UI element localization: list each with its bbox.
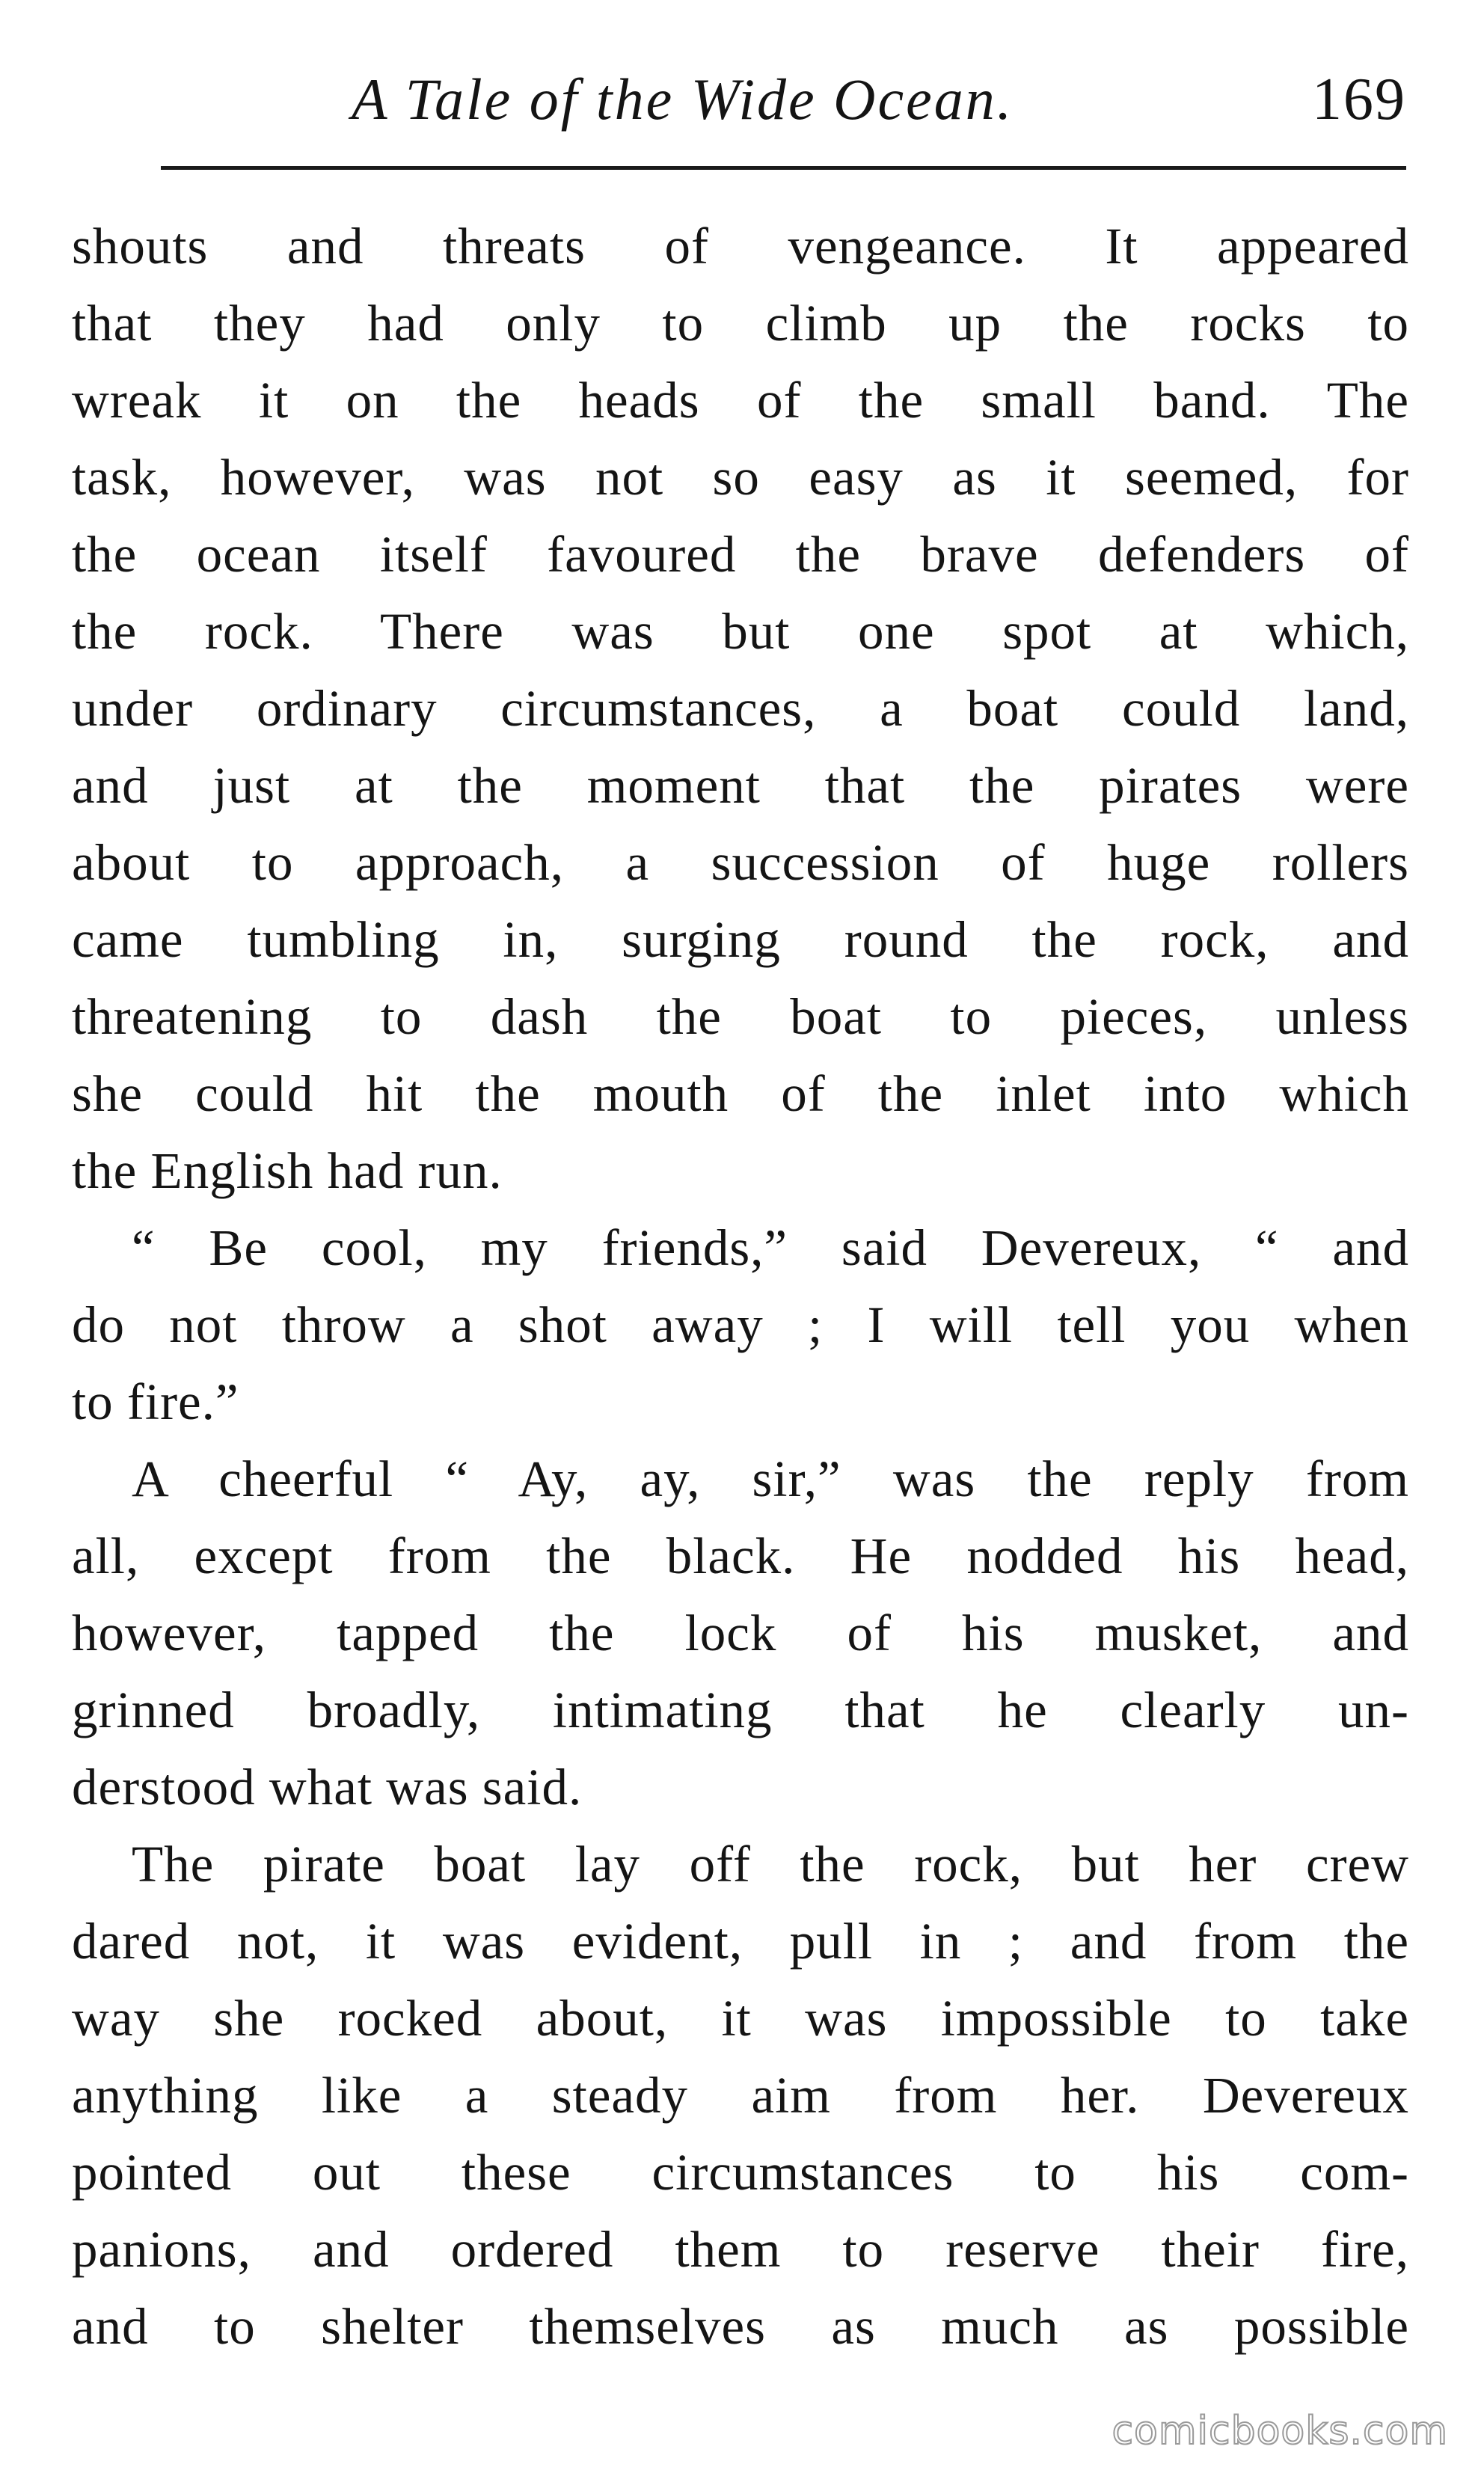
- text-line: that they had only to climb up the rocks to: [72, 295, 1409, 352]
- text-line: however, tapped the lock of his musket, and: [72, 1605, 1409, 1661]
- text-line: the ocean itself favoured the brave defenders of: [72, 526, 1409, 583]
- text-line: The pirate boat lay off the rock, but her crew: [132, 1836, 1409, 1893]
- body-text: [72, 208, 1409, 2365]
- text-line: the English had run.: [72, 1142, 503, 1199]
- text-line: under ordinary circumstances, a boat could land,: [72, 680, 1409, 737]
- text-line: she could hit the mouth of the inlet into which: [72, 1065, 1409, 1122]
- text-line: do not throw a shot away ; I will tell you when: [72, 1296, 1409, 1353]
- text-line: A cheerful “ Ay, ay, sir,” was the reply from: [132, 1450, 1409, 1507]
- text-line: pointed out these circumstances to his com-: [72, 2144, 1409, 2201]
- page-number: 169: [1312, 67, 1406, 132]
- watermark: comicbooks.com: [1112, 2409, 1448, 2454]
- text-line: the rock. There was but one spot at which,: [72, 603, 1409, 660]
- running-title: A Tale of the Wide Ocean.: [352, 67, 1014, 132]
- text-line: wreak it on the heads of the small band. The: [72, 372, 1409, 429]
- running-head: [157, 66, 1406, 148]
- text-line: way she rocked about, it was impossible to take: [72, 1990, 1409, 2047]
- text-line: dared not, it was evident, pull in ; and from the: [72, 1913, 1409, 1970]
- text-line: panions, and ordered them to reserve their fire,: [72, 2221, 1409, 2278]
- text-line: came tumbling in, surging round the rock, and: [72, 911, 1409, 968]
- text-line: “ Be cool, my friends,” said Devereux, “ and: [132, 1219, 1409, 1276]
- text-line: to fire.”: [72, 1373, 239, 1430]
- text-line: shouts and threats of vengeance. It appeared: [72, 218, 1409, 275]
- text-line: task, however, was not so easy as it seemed, for: [72, 449, 1409, 506]
- text-line: and to shelter themselves as much as possible: [72, 2298, 1409, 2355]
- text-line: threatening to dash the boat to pieces, unless: [72, 988, 1409, 1045]
- text-line: about to approach, a succession of huge rollers: [72, 834, 1409, 891]
- text-line: and just at the moment that the pirates were: [72, 757, 1409, 814]
- text-line: grinned broadly, intimating that he clearly un-: [72, 1682, 1409, 1738]
- header-rule: [161, 166, 1406, 170]
- text-line: derstood what was said.: [72, 1759, 583, 1816]
- text-line: all, except from the black. He nodded his head,: [72, 1528, 1409, 1584]
- text-line: anything like a steady aim from her. Devereux: [72, 2067, 1409, 2124]
